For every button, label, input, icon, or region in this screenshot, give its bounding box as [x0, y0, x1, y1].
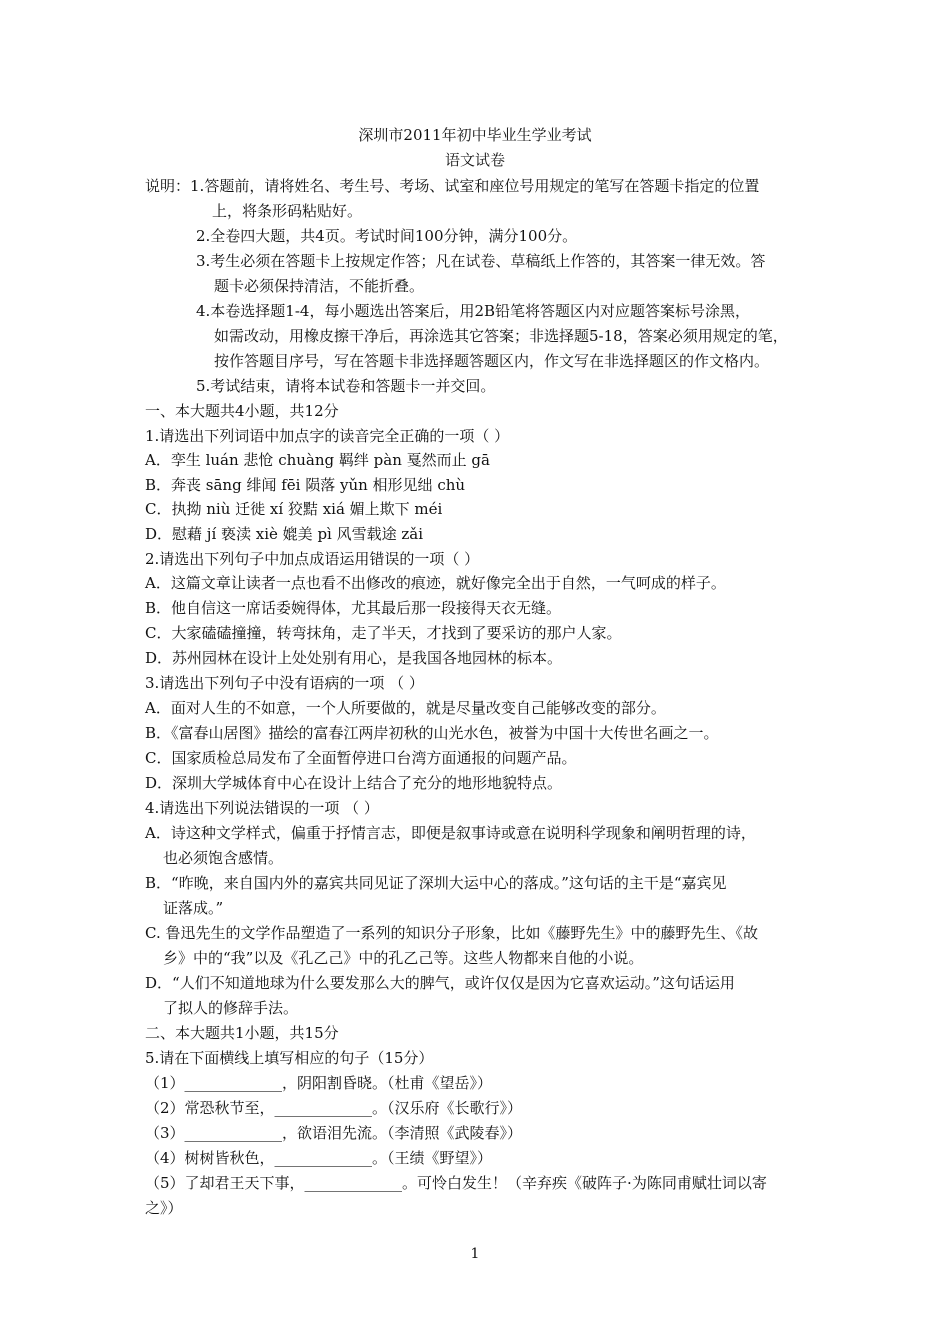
exam-subtitle: 语文试卷 — [444, 151, 505, 169]
question-5-item-5-cont: 之》） — [145, 1199, 183, 1217]
question-2-stem: 2.请选出下列句子中加点成语运用错误的一项（ ） — [145, 550, 480, 568]
question-3-option-c: C．国家质检总局发布了全面暂停进口台湾方面通报的问题产品。 — [145, 749, 577, 767]
question-3-option-d: D．深圳大学城体育中心在设计上结合了充分的地形地貌特点。 — [145, 774, 563, 792]
question-2-option-d: D．苏州园林在设计上处处别有用心，是我国各地园林的标本。 — [145, 649, 563, 667]
question-2-option-b: B．他自信这一席话委婉得体，尤其最后那一段接得天衣无缝。 — [145, 599, 562, 617]
question-1-stem: 1.请选出下列词语中加点字的读音完全正确的一项（ ） — [145, 427, 510, 445]
question-5-stem: 5.请在下面横线上填写相应的句子（15分） — [145, 1049, 434, 1067]
question-4-option-c: C. 鲁迅先生的文学作品塑造了一系列的知识分子形象，比如《藤野先生》中的藤野先生、《故 — [145, 924, 758, 942]
instruction-item-2: 2.全卷四大题，共4页。考试时间100分钟，满分100分。 — [196, 227, 578, 245]
question-4-option-d: D．“人们不知道地球为什么要发那么大的脾气，或许仅仅是因为它喜欢运动。”这句话运用 — [145, 974, 735, 992]
question-4-option-b: B．“昨晚，来自国内外的嘉宾共同见证了深圳大运中心的落成。”这句话的主干是“嘉宾见 — [145, 874, 727, 892]
question-5-item-4: （4）树树皆秋色，_____________。（王绩《野望》） — [145, 1149, 493, 1167]
question-2-option-a: A．这篇文章让读者一点也看不出修改的痕迹，就好像完全出于自然，一气呵成的样子。 — [145, 574, 726, 592]
instruction-item-4: 4.本卷选择题1-4，每小题选出答案后，用2B铅笔将答题区内对应题答案标号涂黑， — [196, 302, 751, 320]
question-5-item-5: （5）了却君王天下事，_____________。可怜白发生！（辛弃疾《破阵子·为陈同甫赋壮词以寄 — [145, 1174, 767, 1192]
question-1-option-b: B．奔丧 sāng 绯闻 fēi 陨落 yǔn 相形见绌 chù — [145, 476, 466, 494]
instruction-item-4-cont2: 按作答题目序号，写在答题卡非选择题答题区内，作文写在非选择题区的作文格内。 — [214, 352, 770, 370]
question-1-option-c: C．执拗 niù 迁徙 xí 狡黠 xiá 媚上欺下 méi — [145, 500, 443, 518]
question-5-item-3: （3）_____________，欲语泪先流。（李清照《武陵春》） — [145, 1124, 523, 1142]
question-4-option-a-cont: 也必须饱含感情。 — [163, 849, 284, 867]
question-3-option-a: A．面对人生的不如意，一个人所要做的，就是尽量改变自己能够改变的部分。 — [145, 699, 666, 717]
question-4-option-c-cont: 乡》中的“我”以及《孔乙己》中的孔乙己等。这些人物都来自他的小说。 — [163, 949, 644, 967]
question-3-stem: 3.请选出下列句子中没有语病的一项 （ ） — [145, 674, 424, 692]
question-5-item-1: （1）_____________，阴阳割昏晓。（杜甫《望岳》） — [145, 1074, 493, 1092]
instruction-item-4-cont: 如需改动，用橡皮擦干净后，再涂选其它答案；非选择题5-18，答案必须用规定的笔， — [214, 327, 788, 345]
page-number: 1 — [470, 1246, 480, 1262]
exam-title: 深圳市2011年初中毕业生学业考试 — [358, 126, 592, 144]
instruction-item-5: 5.考试结束，请将本试卷和答题卡一并交回。 — [196, 377, 496, 395]
question-1-option-a: A．孪生 luán 悲怆 chuàng 羁绊 pàn 戛然而止 gā — [145, 451, 490, 469]
question-1-option-d: D．慰藉 jí 亵渎 xiè 媲美 pì 风雪载途 zǎi — [145, 525, 424, 543]
question-4-option-d-cont: 了拟人的修辞手法。 — [163, 999, 299, 1017]
instruction-item-1-cont: 上，将条形码粘贴好。 — [212, 202, 363, 220]
instruction-text: 1.答题前，请将姓名、考生号、考场、试室和座位号用规定的笔写在答题卡指定的位置 — [190, 177, 760, 195]
instruction-item-1 — [145, 174, 759, 198]
instructions-label: 说明： — [145, 177, 191, 195]
question-5-item-2: （2）常恐秋节至，_____________。（汉乐府《长歌行》） — [145, 1099, 523, 1117]
question-4-option-b-cont: 证落成。” — [163, 899, 224, 917]
section-1-heading: 一、本大题共4小题，共12分 — [145, 402, 339, 420]
question-4-stem: 4.请选出下列说法错误的一项 （ ） — [145, 799, 379, 817]
section-2-heading: 二、本大题共1小题，共15分 — [145, 1024, 339, 1042]
question-2-option-c: C．大家磕磕撞撞，转弯抹角，走了半天，才找到了要采访的那户人家。 — [145, 624, 622, 642]
instruction-item-3: 3.考生必须在答题卡上按规定作答；凡在试卷、草稿纸上作答的，其答案一律无效。答 — [196, 252, 766, 270]
instruction-item-3-cont: 题卡必须保持清洁，不能折叠。 — [214, 277, 425, 295]
question-4-option-a: A．诗这种文学样式，偏重于抒情言志，即便是叙事诗或意在说明科学现象和阐明哲理的诗， — [145, 824, 756, 842]
question-3-option-b: B．《富春山居图》描绘的富春江两岸初秋的山光水色，被誉为中国十大传世名画之一。 — [145, 724, 719, 742]
